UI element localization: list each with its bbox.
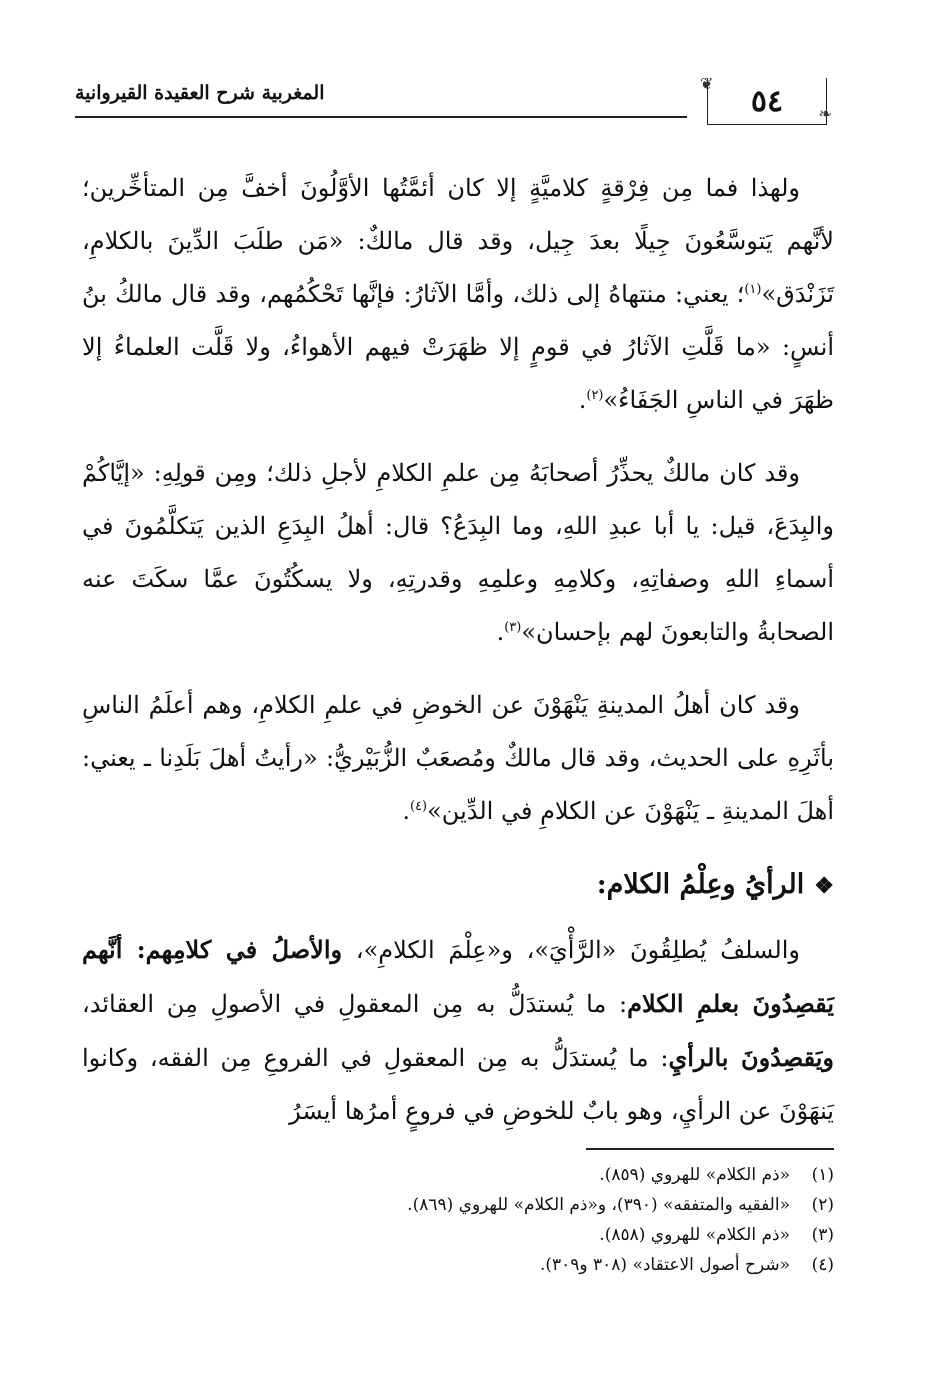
paragraph: [82, 679, 834, 838]
punctuation: .: [578, 386, 587, 414]
header-rule: [75, 116, 687, 118]
heading-ornament-icon: ❖: [814, 873, 834, 899]
footnote-separator: [586, 1148, 834, 1150]
footnote-number: (١): [811, 1165, 834, 1185]
paragraph-text: والسلفُ يُطلِقُونَ «الرَّأْيَ»، و«عِلْمَ الكلامِ»،: [342, 936, 800, 964]
footnote-text: «ذم الكلام» للهروي (٨٥٩).: [599, 1165, 790, 1185]
paragraph-text: : ما يُستدَلُّ به مِن المعقولِ في الفروعِ مِن الفقه، وكانوا يَنهَوْنَ عن الرأيِ، وهو بابٌ للخوضِ في فروعٍ أمرُها أيسَرُ: [82, 1044, 834, 1125]
footnote-ref: (٣): [504, 620, 522, 635]
footnote: [134, 1160, 834, 1190]
footnote: [134, 1220, 834, 1250]
page-number-box: [700, 74, 832, 125]
bold-phrase: والأصلُ في كلامِهم: أنَّهم يَقصِدُونَ بعلمِ الكلام: [82, 935, 834, 1018]
footnote-text: «ذم الكلام» للهروي (٨٥٨).: [599, 1225, 790, 1245]
paragraph-text: : ما يُستدَلُّ به مِن المعقولِ في الأصولِ مِن العقائد،: [82, 990, 628, 1018]
footnote-number: (٤): [811, 1255, 834, 1275]
footnote-text: «الفقيه والمتفقه» (٣٩٠)، و«ذم الكلام» للهروي (٨٦٩).: [407, 1195, 790, 1215]
footnotes: [134, 1160, 834, 1280]
paragraph-text: وقد كان أهلُ المدينةِ يَنْهَوْنَ عن الخوضِ في علمِ الكلامِ، وهم أعلَمُ الناسِ بأثَرِهِ على الحديث، وقد قال مالكٌ ومُصعَبٌ الزُّبَيْريُّ: «رأيتُ أهلَ بَلَدِنا ـ يعني: أهلَ المدينةِ ـ يَنْهَوْنَ عن الكلامِ في الدِّين»: [82, 691, 834, 825]
footnote: [134, 1190, 834, 1220]
page-number: ٥٤: [750, 84, 784, 119]
paragraph-text: وقد كان مالكٌ يحذِّرُ أصحابَهُ مِن علمِ الكلامِ لأجلِ ذلك؛ ومِن قولِهِ: «إيَّاكُمْ والبِدَعَ، قيل: يا أبا عبدِ اللهِ، وما البِدَعُ؟ قال: أهلُ البِدَعِ الذين يَتكلَّمُونَ في أسماءِ اللهِ وصفاتِهِ، وكلامِهِ وعلمِهِ وقدرتِهِ، ولا يسكُتُونَ عمَّا سكَتَ عنه الصحابةُ والتابعونَ لهم بإحسان»: [82, 459, 834, 646]
punctuation: .: [402, 797, 410, 825]
section-heading-text: الرأيُ وعِلْمُ الكلام:: [596, 869, 805, 900]
footnote-ref: (٤): [409, 799, 428, 814]
footnote-number: (٢): [811, 1195, 834, 1215]
footnote-ref: (١): [744, 282, 762, 297]
footnote: [134, 1250, 834, 1280]
paragraph: [82, 162, 834, 427]
ornament-icon: ❧: [818, 104, 832, 123]
paragraph: [82, 923, 834, 1138]
footnote-number: (٣): [811, 1225, 834, 1245]
punctuation: .: [496, 618, 505, 646]
paragraph-text: ؛ يعني: منتهاهُ إلى ذلك، وأمَّا الآثارُ: فإنَّها تَحْكُمُهم، وقد قال مالكُ بنُ أنسٍ: «ما قَلَّتِ الآثارُ في قومٍ إلا ظهَرَتْ فيهم الأهواءُ، ولا قَلَّت العلماءُ إلا ظهَرَ في الناسِ الجَفَاءُ»: [82, 280, 834, 414]
paragraph-text: ولهذا فما مِن فِرْقةٍ كلاميَّةٍ إلا كان أئمَّتُها الأوَّلُونَ أخفَّ مِن المتأخِّرين؛ لأنَّهم يَتوسَّعُونَ جِيلًا بعدَ جِيل، وقد قال مالكٌ: «مَن طلَبَ الدِّينَ بالكلامِ، تَزَنْدَق»: [82, 174, 834, 308]
book-title: المغربية شرح العقيدة القيروانية: [75, 82, 325, 104]
main-text: [82, 162, 834, 1138]
paragraph: [82, 447, 834, 659]
section-heading: [82, 860, 834, 911]
ornament-icon: ❦: [700, 74, 714, 93]
bold-phrase: ويَقصِدُونَ بالرأيِ: [668, 1043, 834, 1072]
footnote-text: «شرح أصول الاعتقاد» (٣٠٨ و٣٠٩).: [539, 1255, 790, 1275]
page-header: [75, 74, 835, 126]
footnote-ref: (٢): [586, 388, 604, 403]
